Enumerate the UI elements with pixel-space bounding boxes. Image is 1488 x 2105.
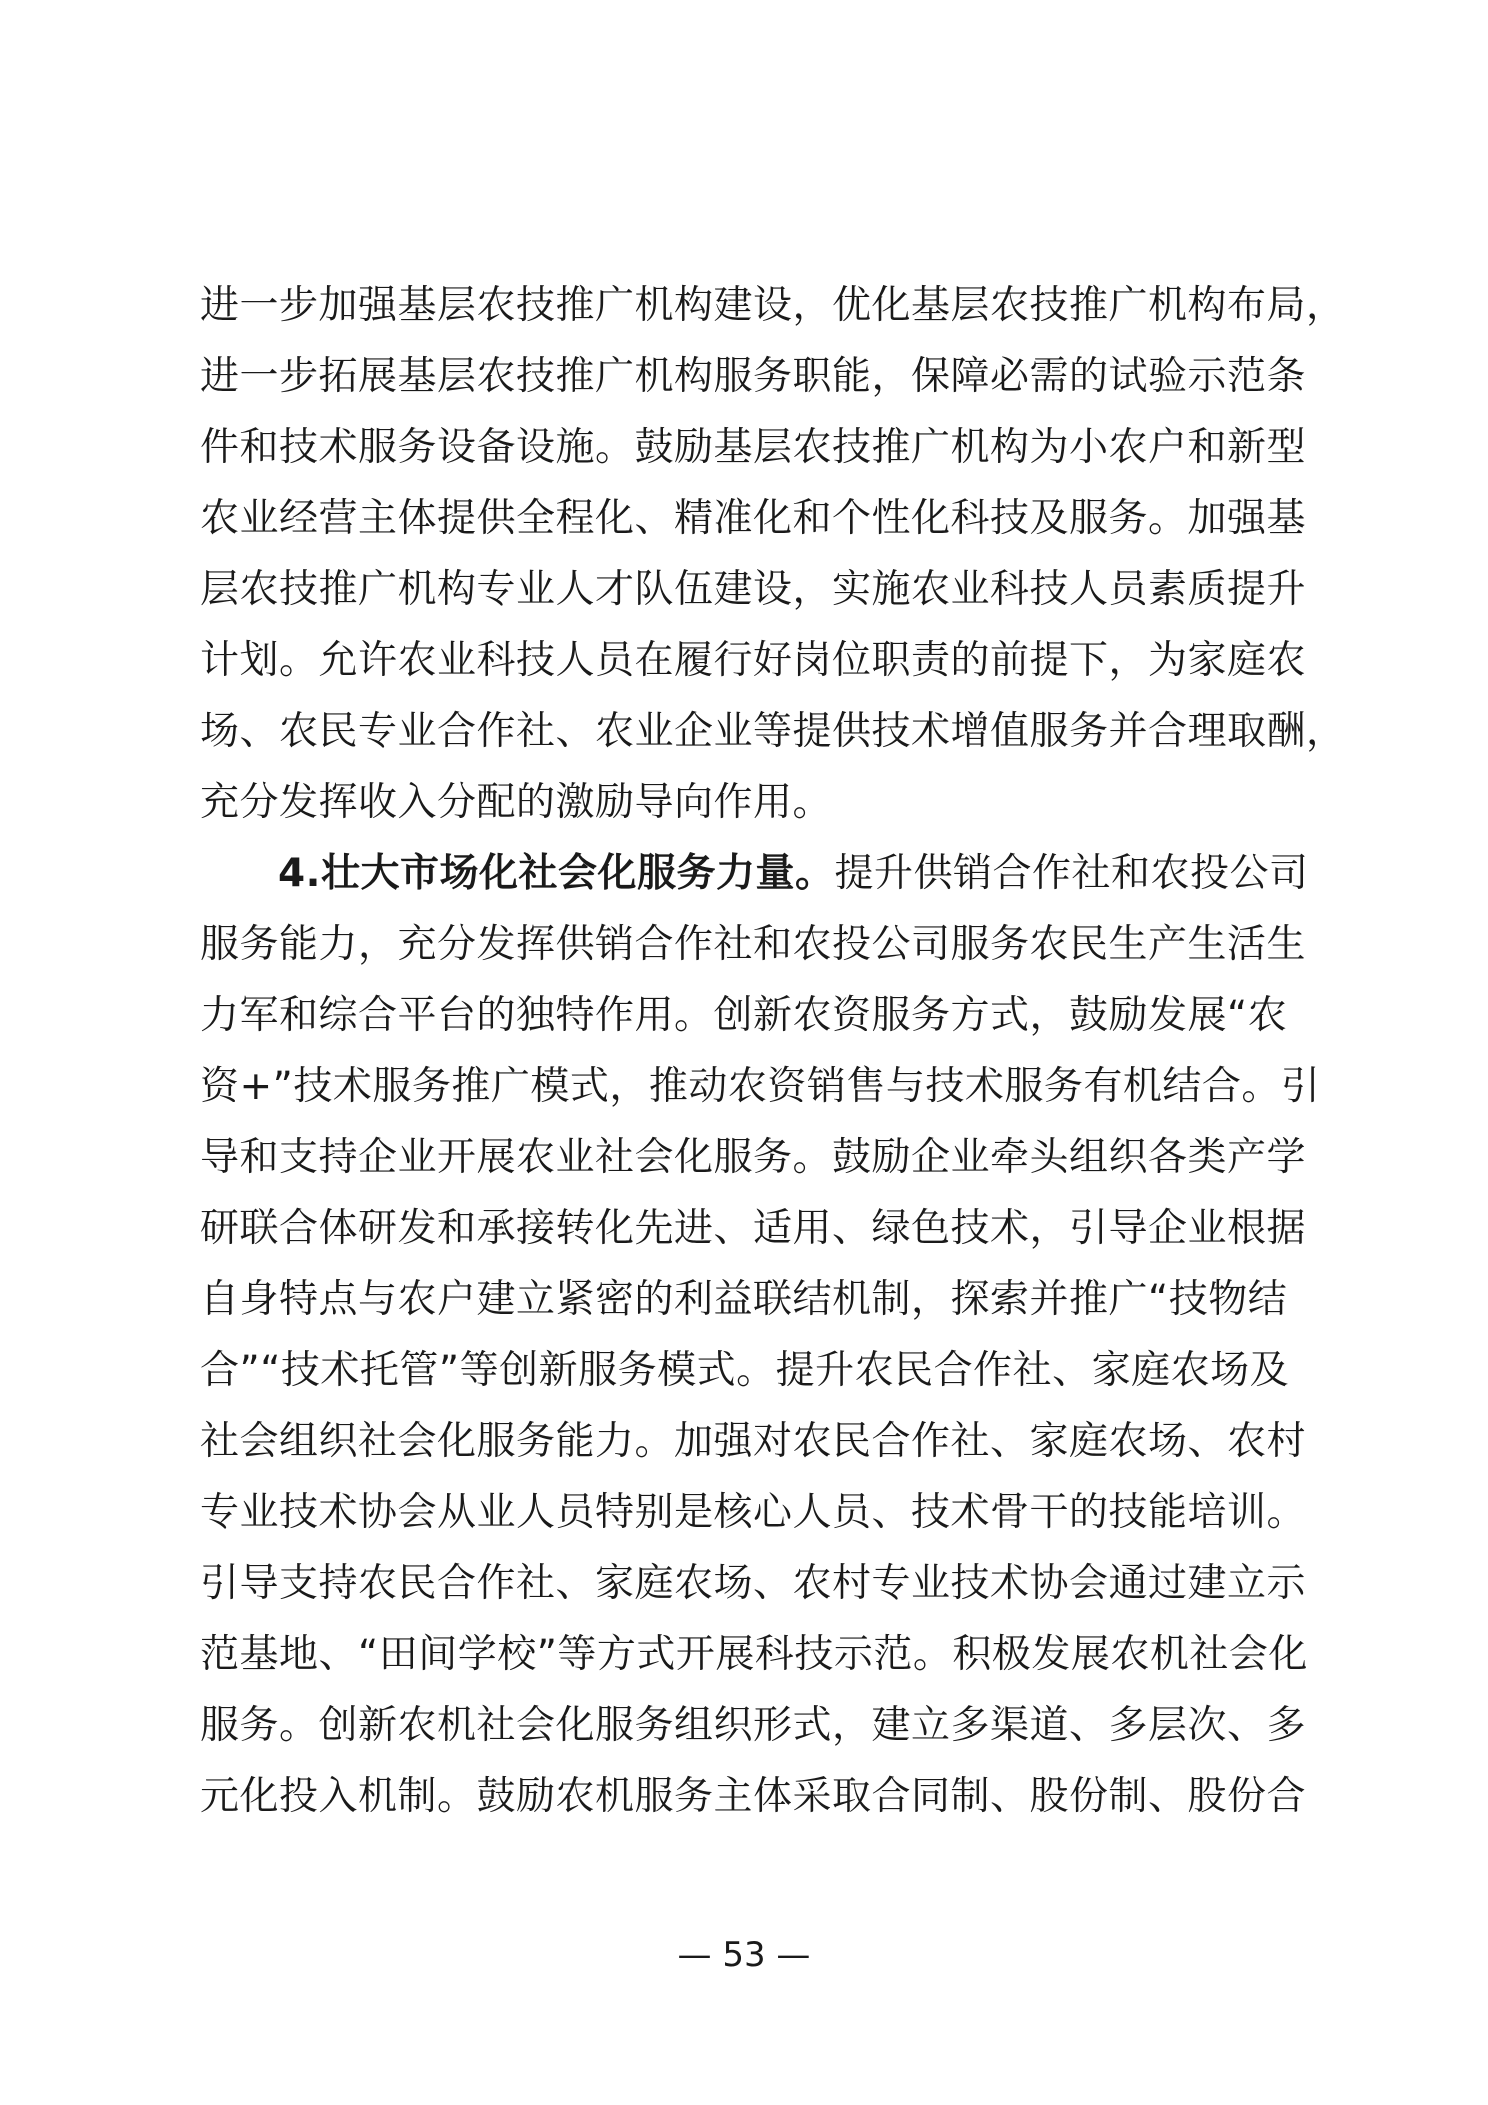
page-number: — 53 — bbox=[677, 1935, 811, 1975]
paragraph-line: 研联合体研发和承接转化先进、适用、绿色技术，引导企业根据 bbox=[200, 1206, 1307, 1251]
paragraph-line: 自身特点与农户建立紧密的利益联结机制，探索并推广“技物结 bbox=[200, 1277, 1288, 1322]
paragraph-line: 充分发挥收入分配的激励导向作用。 bbox=[200, 780, 833, 825]
section-heading: 4.壮大市场化社会化服务力量。 bbox=[278, 851, 835, 896]
paragraph-line: 件和技术服务设备设施。鼓励基层农技推广机构为小农户和新型 bbox=[200, 425, 1307, 470]
paragraph-line: 服务能力，充分发挥供销合作社和农投公司服务农民生产生活生 bbox=[200, 922, 1307, 967]
paragraph-line: 服务。创新农机社会化服务组织形式，建立多渠道、多层次、多 bbox=[200, 1703, 1307, 1748]
paragraph-line: 场、农民专业合作社、农业企业等提供技术增值服务并合理取酬， bbox=[200, 709, 1346, 754]
paragraph-line: 导和支持企业开展农业社会化服务。鼓励企业牵头组织各类产学 bbox=[200, 1135, 1307, 1180]
paragraph-line: 农业经营主体提供全程化、精准化和个性化科技及服务。加强基 bbox=[200, 496, 1307, 541]
body-text bbox=[200, 270, 1346, 1832]
paragraph-line: 进一步拓展基层农技推广机构服务职能，保障必需的试验示范条 bbox=[200, 354, 1307, 399]
paragraph-line: 社会组织社会化服务能力。加强对农民合作社、家庭农场、农村 bbox=[200, 1419, 1307, 1464]
paragraph-line: 层农技推广机构专业人才队伍建设，实施农业科技人员素质提升 bbox=[200, 567, 1307, 612]
section-heading-line bbox=[200, 838, 1310, 909]
paragraph-line: 进一步加强基层农技推广机构建设，优化基层农技推广机构布局， bbox=[200, 283, 1346, 328]
paragraph-line: 计划。允许农业科技人员在履行好岗位职责的前提下，为家庭农 bbox=[200, 638, 1307, 683]
paragraph-line: 引导支持农民合作社、家庭农场、农村专业技术协会通过建立示 bbox=[200, 1561, 1307, 1606]
paragraph-line: 力军和综合平台的独特作用。创新农资服务方式，鼓励发展“农 bbox=[200, 993, 1288, 1038]
paragraph-line: 资+”技术服务推广模式，推动农资销售与技术服务有机结合。引 bbox=[200, 1064, 1321, 1109]
paragraph-text: 提升供销合作社和农投公司 bbox=[834, 851, 1309, 896]
paragraph-line: 合”“技术托管”等创新服务模式。提升农民合作社、家庭农场及 bbox=[200, 1348, 1290, 1393]
paragraph-line: 范基地、“田间学校”等方式开展科技示范。积极发展农机社会化 bbox=[200, 1632, 1308, 1677]
paragraph-line: 元化投入机制。鼓励农机服务主体采取合同制、股份制、股份合 bbox=[200, 1774, 1307, 1819]
paragraph-line: 专业技术协会从业人员特别是核心人员、技术骨干的技能培训。 bbox=[200, 1490, 1307, 1535]
